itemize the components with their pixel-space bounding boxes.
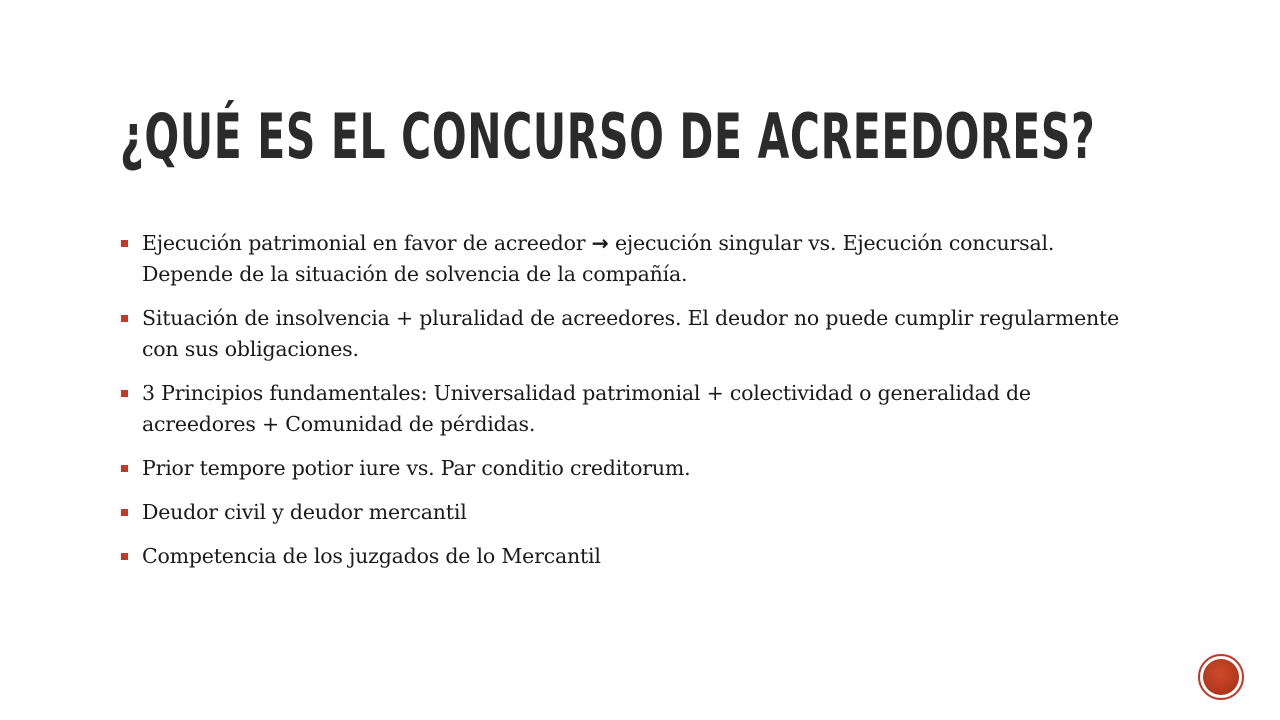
bullet-list (120, 228, 1120, 585)
arrow-right-icon: → (591, 231, 609, 255)
circle-nav-button-icon[interactable] (1198, 654, 1244, 700)
square-bullet-icon (121, 240, 128, 247)
bullet-text-part: Ejecución patrimonial en favor de acreedor (142, 231, 592, 255)
square-bullet-icon (121, 465, 128, 472)
bullet-text-part: ejecución singular vs. Ejecución concursal. Depende de la situación de solvencia de la compañía. (142, 231, 1055, 286)
nav-button-fill (1203, 659, 1239, 695)
bullet-item (120, 497, 1120, 528)
bullet-text: Deudor civil y deudor mercantil (142, 500, 467, 524)
square-bullet-icon (121, 390, 128, 397)
bullet-item (120, 541, 1120, 572)
bullet-item (120, 453, 1120, 484)
bullet-text: Prior tempore potior iure vs. Par conditio creditorum. (142, 456, 691, 480)
bullet-text: 3 Principios fundamentales: Universalidad patrimonial + colectividad o generalidad de acreedores + Comunidad de pérdidas. (142, 381, 1031, 436)
square-bullet-icon (121, 315, 128, 322)
square-bullet-icon (121, 553, 128, 560)
slide-title: ¿QUÉ ES EL CONCURSO DE ACREEDORES? (120, 100, 1096, 173)
bullet-item (120, 303, 1120, 365)
bullet-item (120, 378, 1120, 440)
square-bullet-icon (121, 509, 128, 516)
bullet-item (120, 228, 1120, 290)
bullet-text: Competencia de los juzgados de lo Mercantil (142, 544, 601, 568)
bullet-text: Situación de insolvencia + pluralidad de acreedores. El deudor no puede cumplir regularmente con sus obligaciones. (142, 306, 1120, 361)
